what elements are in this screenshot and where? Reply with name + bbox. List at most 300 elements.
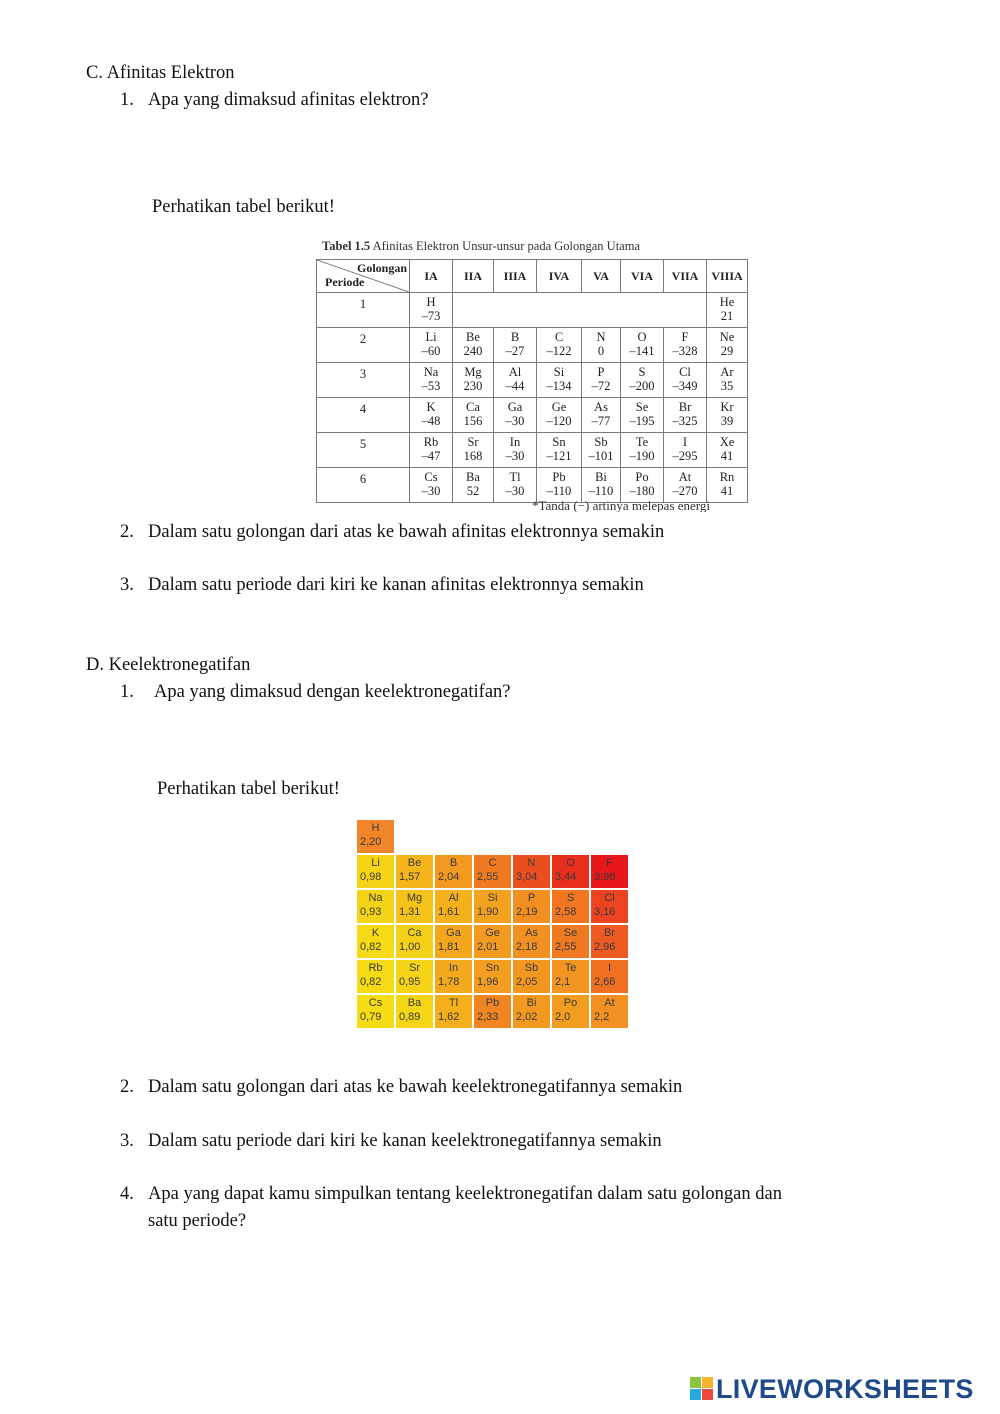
en-element-cell <box>591 925 628 958</box>
element-cell <box>537 363 582 398</box>
element-cell <box>537 398 582 433</box>
element-cell <box>621 328 664 363</box>
affinity-value: 240 <box>463 344 483 358</box>
en-element-cell <box>552 855 589 888</box>
en-element-symbol: Ba <box>407 997 422 1009</box>
group-header: IA <box>410 260 453 293</box>
en-element-cell <box>513 925 550 958</box>
element-symbol: He <box>719 295 735 309</box>
en-value: 1,81 <box>438 941 460 953</box>
element-symbol: Ba <box>466 470 480 484</box>
affinity-row <box>317 328 748 363</box>
liveworksheets-logo <box>690 1374 974 1404</box>
affinity-value: –110 <box>588 484 614 498</box>
question-text: Apa yang dimaksud dengan keelektronegatifan? <box>154 682 511 702</box>
en-element-cell <box>513 890 550 923</box>
en-element-symbol: N <box>527 857 536 869</box>
question-c2 <box>120 520 664 544</box>
en-element-symbol: Po <box>563 997 578 1009</box>
question-d2 <box>120 1075 682 1099</box>
affinity-value: –30 <box>505 449 525 463</box>
element-cell <box>664 433 707 468</box>
element-cell <box>410 293 453 328</box>
en-value: 2,05 <box>516 976 538 988</box>
question-text: Apa yang dimaksud afinitas elektron? <box>148 90 429 110</box>
element-cell <box>453 433 494 468</box>
en-value: 2,33 <box>477 1011 499 1023</box>
affinity-value: 41 <box>720 484 734 498</box>
en-element-cell <box>513 855 550 888</box>
element-symbol: Sb <box>594 435 608 449</box>
en-value: 0,95 <box>399 976 421 988</box>
en-element-cell <box>435 890 472 923</box>
en-value: 3,44 <box>555 871 577 883</box>
affinity-value: –47 <box>421 449 441 463</box>
logo-square <box>690 1377 701 1388</box>
element-cell <box>707 328 748 363</box>
en-element-cell <box>435 925 472 958</box>
question-d1 <box>120 680 511 704</box>
en-value: 0,98 <box>360 871 382 883</box>
question-c1 <box>120 88 429 112</box>
element-cell <box>410 468 453 503</box>
question-number: 1. <box>120 682 134 702</box>
en-value: 2,2 <box>594 1011 610 1023</box>
element-symbol: Ga <box>507 400 523 414</box>
element-cell <box>664 363 707 398</box>
en-element-symbol: K <box>371 927 380 939</box>
element-symbol: Ar <box>720 365 734 379</box>
en-value: 2,20 <box>360 836 382 848</box>
en-value: 1,62 <box>438 1011 460 1023</box>
en-element-symbol: Mg <box>406 892 423 904</box>
caption-text: Afinitas Elektron Unsur-unsur pada Golongan Utama <box>370 239 641 253</box>
en-element-symbol: Br <box>604 927 615 939</box>
element-symbol: P <box>597 365 605 379</box>
affinity-value: 21 <box>720 309 734 323</box>
affinity-value: 29 <box>720 344 734 358</box>
element-cell <box>410 398 453 433</box>
element-cell <box>410 433 453 468</box>
en-element-cell <box>591 960 628 993</box>
element-symbol: N <box>596 330 606 344</box>
element-cell <box>494 433 537 468</box>
question-text: Dalam satu periode dari kiri ke kanan afinitas elektronnya semakin <box>148 575 644 595</box>
en-element-symbol: As <box>525 927 538 939</box>
element-cell <box>582 398 621 433</box>
perhatikan-text-c: Perhatikan tabel berikut! <box>152 197 335 217</box>
element-symbol: Na <box>423 365 439 379</box>
affinity-value: –44 <box>505 379 525 393</box>
en-value: 2,01 <box>477 941 499 953</box>
en-value: 2,58 <box>555 906 577 918</box>
element-cell <box>664 328 707 363</box>
en-element-symbol: S <box>566 892 575 904</box>
affinity-table-body <box>317 293 748 503</box>
en-element-symbol: Rb <box>368 962 383 974</box>
period-cell: 3 <box>317 363 410 398</box>
en-element-symbol: F <box>606 857 613 869</box>
en-value: 2,0 <box>555 1011 571 1023</box>
affinity-value: –141 <box>629 344 655 358</box>
en-value: 3,98 <box>594 871 616 883</box>
element-cell <box>707 398 748 433</box>
element-symbol: Cs <box>424 470 438 484</box>
en-element-cell <box>474 960 511 993</box>
electronegativity-table <box>357 820 637 1030</box>
en-element-symbol: Be <box>407 857 422 869</box>
en-element-cell <box>552 960 589 993</box>
affinity-value: –121 <box>546 449 572 463</box>
element-symbol: In <box>509 435 521 449</box>
element-cell <box>410 328 453 363</box>
affinity-value: –73 <box>421 309 441 323</box>
element-symbol: Cl <box>679 365 691 379</box>
element-symbol: Ge <box>551 400 567 414</box>
element-symbol: Xe <box>719 435 735 449</box>
element-cell <box>494 363 537 398</box>
empty-cell <box>537 293 582 328</box>
en-element-cell <box>396 995 433 1028</box>
element-symbol: Ca <box>466 400 480 414</box>
en-element-symbol: Na <box>368 892 383 904</box>
affinity-value: 168 <box>463 449 483 463</box>
group-header: VA <box>582 260 621 293</box>
en-value: 2,19 <box>516 906 538 918</box>
question-number: 3. <box>120 575 134 595</box>
en-element-cell <box>552 890 589 923</box>
element-symbol: Rb <box>423 435 439 449</box>
en-element-symbol: Te <box>564 962 577 974</box>
affinity-value: –30 <box>505 414 525 428</box>
element-symbol: Si <box>553 365 565 379</box>
en-element-cell <box>396 925 433 958</box>
element-symbol: Br <box>678 400 692 414</box>
liveworksheets-logo-icon <box>690 1377 714 1401</box>
question-number: 2. <box>120 522 134 542</box>
affinity-value: 230 <box>463 379 483 393</box>
en-element-symbol: Li <box>371 857 380 869</box>
en-element-cell <box>357 995 394 1028</box>
en-value: 2,66 <box>594 976 616 988</box>
question-d4-continuation: satu periode? <box>148 1211 247 1231</box>
empty-cell <box>582 293 621 328</box>
affinity-table <box>316 259 748 503</box>
element-symbol: K <box>426 400 436 414</box>
section-c-heading: C. Afinitas Elektron <box>86 63 235 83</box>
affinity-row <box>317 293 748 328</box>
element-cell <box>494 398 537 433</box>
caption-label: Tabel 1.5 <box>322 239 371 253</box>
affinity-value: –325 <box>672 414 698 428</box>
element-cell <box>453 468 494 503</box>
element-cell <box>453 363 494 398</box>
affinity-value: –122 <box>546 344 572 358</box>
element-cell <box>621 433 664 468</box>
element-symbol: Mg <box>464 365 482 379</box>
element-symbol: Kr <box>720 400 734 414</box>
en-element-symbol: In <box>448 962 459 974</box>
period-cell: 1 <box>317 293 410 328</box>
corner-header <box>317 260 410 293</box>
question-d4 <box>120 1182 782 1206</box>
element-cell <box>537 433 582 468</box>
en-element-symbol: Sn <box>485 962 500 974</box>
affinity-row <box>317 433 748 468</box>
question-d3 <box>120 1129 662 1153</box>
en-value: 0,79 <box>360 1011 382 1023</box>
en-value: 2,04 <box>438 871 460 883</box>
en-element-symbol: Ca <box>407 927 422 939</box>
en-element-cell <box>474 995 511 1028</box>
en-element-symbol: O <box>566 857 575 869</box>
affinity-value: –60 <box>421 344 441 358</box>
element-symbol: Sn <box>552 435 566 449</box>
element-symbol: Li <box>425 330 437 344</box>
element-symbol: Rn <box>719 470 735 484</box>
en-value: 2,55 <box>555 941 577 953</box>
en-element-cell <box>396 960 433 993</box>
en-element-cell <box>474 855 511 888</box>
en-element-symbol: Tl <box>448 997 459 1009</box>
en-element-cell <box>396 890 433 923</box>
affinity-table-caption <box>322 239 640 254</box>
en-value: 0,89 <box>399 1011 421 1023</box>
logo-square <box>702 1389 713 1400</box>
perhatikan-text-d: Perhatikan tabel berikut! <box>157 779 340 799</box>
affinity-value: –120 <box>546 414 572 428</box>
element-symbol: Ne <box>719 330 735 344</box>
en-value: 3,04 <box>516 871 538 883</box>
en-value: 2,96 <box>594 941 616 953</box>
element-symbol: Sr <box>467 435 479 449</box>
element-cell <box>494 328 537 363</box>
en-element-cell <box>513 960 550 993</box>
affinity-value: –30 <box>505 484 525 498</box>
element-symbol: As <box>594 400 608 414</box>
en-element-symbol: P <box>527 892 536 904</box>
affinity-value: –134 <box>546 379 572 393</box>
question-text: Apa yang dapat kamu simpulkan tentang keelektronegatifan dalam satu golongan dan <box>148 1184 782 1204</box>
en-element-cell <box>474 925 511 958</box>
en-element-cell <box>396 855 433 888</box>
element-symbol: I <box>682 435 688 449</box>
group-header: IIA <box>453 260 494 293</box>
element-symbol: Se <box>635 400 649 414</box>
en-value: 3,16 <box>594 906 616 918</box>
affinity-value: –349 <box>672 379 698 393</box>
en-element-symbol: B <box>449 857 458 869</box>
element-cell <box>707 468 748 503</box>
en-value: 2,1 <box>555 976 571 988</box>
en-value: 1,00 <box>399 941 421 953</box>
element-symbol: Tl <box>509 470 521 484</box>
en-value: 2,02 <box>516 1011 538 1023</box>
en-element-cell <box>357 820 394 853</box>
empty-cell <box>494 293 537 328</box>
en-element-cell <box>357 960 394 993</box>
empty-cell <box>453 293 494 328</box>
en-value: 1,31 <box>399 906 421 918</box>
en-value: 0,82 <box>360 941 382 953</box>
period-cell: 6 <box>317 468 410 503</box>
en-element-symbol: Bi <box>526 997 537 1009</box>
logo-square <box>702 1377 713 1388</box>
en-element-symbol: Al <box>448 892 459 904</box>
affinity-table-header <box>317 260 748 293</box>
element-symbol: Bi <box>595 470 607 484</box>
element-symbol: C <box>554 330 564 344</box>
affinity-value: –180 <box>629 484 655 498</box>
affinity-value: –190 <box>629 449 655 463</box>
affinity-value: –270 <box>672 484 698 498</box>
en-element-cell <box>435 855 472 888</box>
affinity-value: 156 <box>463 414 483 428</box>
affinity-value: –101 <box>588 449 614 463</box>
group-header: VIA <box>621 260 664 293</box>
affinity-value: 52 <box>466 484 480 498</box>
affinity-value: –200 <box>629 379 655 393</box>
en-element-symbol: Ge <box>485 927 500 939</box>
element-cell <box>494 468 537 503</box>
en-element-symbol: Sr <box>409 962 420 974</box>
affinity-row <box>317 398 748 433</box>
period-cell: 5 <box>317 433 410 468</box>
affinity-value: –48 <box>421 414 441 428</box>
element-cell <box>453 398 494 433</box>
element-cell <box>537 328 582 363</box>
en-element-cell <box>591 855 628 888</box>
affinity-table-figure <box>315 238 775 514</box>
group-header: VIIIA <box>707 260 748 293</box>
element-cell <box>664 398 707 433</box>
element-symbol: S <box>638 365 646 379</box>
corner-golongan: Golongan <box>356 261 407 275</box>
en-element-cell <box>357 855 394 888</box>
affinity-value: 35 <box>720 379 734 393</box>
en-element-symbol: At <box>604 997 615 1009</box>
en-element-cell <box>552 995 589 1028</box>
en-value: 1,78 <box>438 976 460 988</box>
empty-cell <box>664 293 707 328</box>
question-number: 3. <box>120 1131 134 1151</box>
en-element-cell <box>552 925 589 958</box>
element-cell <box>621 398 664 433</box>
en-value: 0,93 <box>360 906 382 918</box>
en-element-symbol: Cs <box>368 997 383 1009</box>
element-cell <box>410 363 453 398</box>
affinity-value: –27 <box>505 344 525 358</box>
en-value: 1,57 <box>399 871 421 883</box>
en-element-symbol: Cl <box>604 892 615 904</box>
question-number: 2. <box>120 1077 134 1097</box>
affinity-value: 41 <box>720 449 734 463</box>
empty-cell <box>621 293 664 328</box>
element-cell <box>707 433 748 468</box>
en-element-symbol: Se <box>563 927 578 939</box>
element-symbol: Te <box>635 435 649 449</box>
affinity-table-note: *Tanda (−) artinya melepas energi <box>532 498 710 512</box>
en-element-cell <box>591 890 628 923</box>
affinity-value: 39 <box>720 414 734 428</box>
element-symbol: Po <box>635 470 649 484</box>
element-symbol: Al <box>508 365 522 379</box>
question-number: 1. <box>120 90 134 110</box>
en-element-cell <box>435 960 472 993</box>
affinity-value: –30 <box>421 484 441 498</box>
question-text: Dalam satu golongan dari atas ke bawah afinitas elektronnya semakin <box>148 522 665 542</box>
element-symbol: B <box>510 330 520 344</box>
en-element-symbol: Sb <box>524 962 539 974</box>
affinity-value: –110 <box>546 484 572 498</box>
en-value: 2,55 <box>477 871 499 883</box>
element-symbol: F <box>681 330 689 344</box>
element-symbol: Pb <box>552 470 566 484</box>
en-element-symbol: C <box>488 857 497 869</box>
element-cell <box>582 433 621 468</box>
affinity-row <box>317 363 748 398</box>
affinity-value: –53 <box>421 379 441 393</box>
group-header: IIIA <box>494 260 537 293</box>
element-symbol: O <box>637 330 647 344</box>
affinity-value: –195 <box>629 414 655 428</box>
logo-square <box>690 1389 701 1400</box>
en-element-symbol: I <box>607 962 612 974</box>
group-header: VIIA <box>664 260 707 293</box>
group-header: IVA <box>537 260 582 293</box>
element-cell <box>621 363 664 398</box>
en-element-symbol: Ga <box>446 927 461 939</box>
element-cell <box>582 328 621 363</box>
en-element-symbol: Pb <box>485 997 500 1009</box>
element-cell <box>707 363 748 398</box>
en-element-cell <box>474 890 511 923</box>
question-text: Dalam satu golongan dari atas ke bawah keelektronegatifannya semakin <box>148 1077 683 1097</box>
question-number: 4. <box>120 1184 134 1204</box>
en-element-cell <box>591 995 628 1028</box>
corner-periode: Periode <box>325 275 365 289</box>
affinity-value: 0 <box>597 344 605 358</box>
en-element-cell <box>513 995 550 1028</box>
affinity-value: –77 <box>591 414 611 428</box>
en-value: 1,90 <box>477 906 499 918</box>
element-symbol: H <box>426 295 436 309</box>
period-cell: 2 <box>317 328 410 363</box>
en-value: 2,18 <box>516 941 538 953</box>
section-d-heading: D. Keelektronegatifan <box>86 655 251 675</box>
en-value: 1,96 <box>477 976 499 988</box>
en-element-symbol: H <box>371 822 380 834</box>
en-element-cell <box>435 995 472 1028</box>
en-element-cell <box>357 890 394 923</box>
element-symbol: Be <box>466 330 480 344</box>
affinity-value: –295 <box>672 449 698 463</box>
en-value: 0,82 <box>360 976 382 988</box>
element-symbol: At <box>678 470 692 484</box>
question-c3 <box>120 573 644 597</box>
period-cell: 4 <box>317 398 410 433</box>
affinity-value: –328 <box>672 344 698 358</box>
element-cell <box>707 293 748 328</box>
question-text: Dalam satu periode dari kiri ke kanan keelektronegatifannya semakin <box>148 1131 662 1151</box>
affinity-value: –72 <box>591 379 611 393</box>
element-cell <box>582 363 621 398</box>
en-value: 1,61 <box>438 906 460 918</box>
element-cell <box>453 328 494 363</box>
en-element-symbol: Si <box>487 892 498 904</box>
liveworksheets-logo-text: LIVEWORKSHEETS <box>716 1373 974 1404</box>
en-element-cell <box>357 925 394 958</box>
